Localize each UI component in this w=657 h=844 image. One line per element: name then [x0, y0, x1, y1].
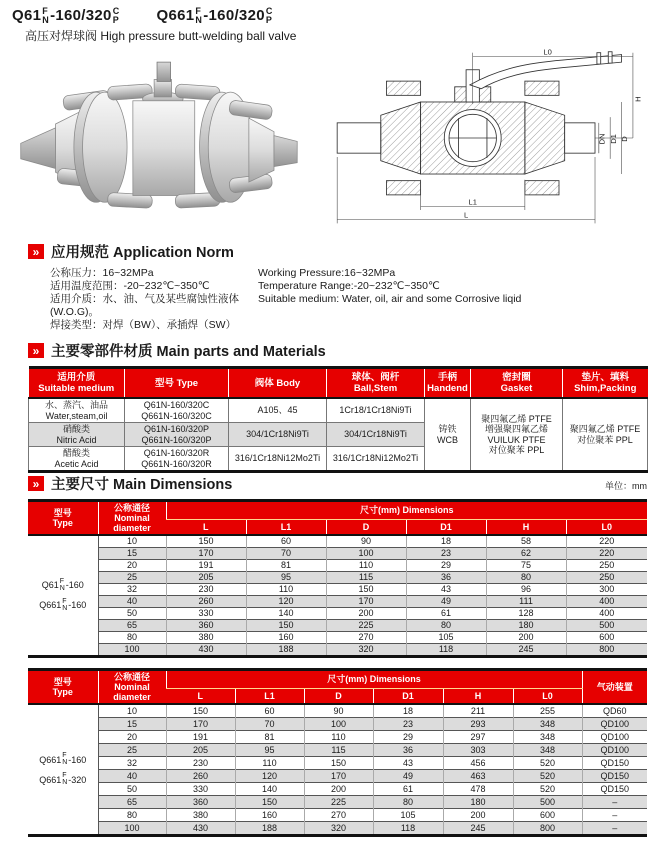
- dimension-cell: 463: [443, 770, 513, 783]
- type-cell: [28, 704, 98, 836]
- dimension-cell: 293: [443, 718, 513, 731]
- body-cell: A105、45: [229, 398, 327, 423]
- col-type: 型号 Type: [28, 670, 98, 705]
- dimension-cell: 360: [166, 796, 235, 809]
- ball-stem-cell: 304/1Cr18Ni9Ti: [327, 423, 425, 447]
- col-pneumatic-device: 气动装置: [582, 670, 647, 705]
- dimension-cell: 520: [513, 783, 582, 796]
- spec-line: Temperature Range:-20~232℃~350℃: [258, 280, 440, 292]
- dimension-cell: 400: [566, 596, 647, 608]
- dimension-cell: 80: [406, 620, 486, 632]
- superscript-subscript: F N: [195, 6, 203, 25]
- spec-line: 焊接类型：对焊（BW）、承插焊（SW）: [50, 319, 237, 331]
- medium-cell: 水、蒸汽、油品 Water,steam,oil: [29, 398, 125, 423]
- dimension-cell: 520: [513, 757, 582, 770]
- dim-row: [28, 596, 647, 608]
- page-title: 高压对焊球阀 High pressure butt-welding ball valve: [25, 29, 297, 43]
- model-designation: Q661 F N -320: [39, 772, 87, 786]
- dimension-cell: 128: [486, 608, 566, 620]
- dimension-cell: 245: [486, 644, 566, 657]
- dimension-cell: 260: [166, 770, 235, 783]
- dimension-cell: 348: [513, 744, 582, 757]
- gasket-cell: 聚四氟乙烯 PTFE 增强聚四氟乙烯 VUILUK PTFE 对位聚苯 PPL: [471, 398, 563, 472]
- dimension-cell: 200: [304, 783, 373, 796]
- superscript-subscript: F N: [62, 598, 68, 612]
- dim-row: [28, 783, 647, 796]
- col-D1: D1: [406, 519, 486, 535]
- superscript-subscript: C P: [265, 6, 273, 25]
- medium-cell: 硝酸类 Nitric Acid: [29, 423, 125, 447]
- materials-column-header: 密封圈 Gasket: [471, 368, 563, 399]
- materials-column-header: 适用介质 Suitable medium: [29, 368, 125, 399]
- dimension-cell: 478: [443, 783, 513, 796]
- nominal-diameter-cell: 65: [98, 796, 166, 809]
- dimension-cell: 81: [235, 731, 304, 744]
- type-cell: Q61N-160/320R Q661N-160/320R: [125, 447, 229, 472]
- dim-row: [28, 535, 647, 548]
- dimension-cell: 90: [304, 704, 373, 718]
- dimension-cell: 230: [166, 757, 235, 770]
- dimension-cell: 380: [166, 809, 235, 822]
- materials-table: [28, 366, 648, 473]
- dim-label-l: L: [463, 210, 469, 220]
- ball-valve-section-drawing: [321, 47, 651, 229]
- type-cell: Q61N-160/320P Q661N-160/320P: [125, 423, 229, 447]
- dimension-cell: 520: [513, 770, 582, 783]
- dimension-cell: 348: [513, 718, 582, 731]
- dimension-cell: 18: [406, 535, 486, 548]
- dimension-cell: 300: [566, 584, 647, 596]
- dimension-cell: 170: [166, 718, 235, 731]
- dimension-cell: 270: [304, 809, 373, 822]
- dimension-cell: 150: [235, 796, 304, 809]
- dimension-cell: 180: [486, 620, 566, 632]
- nominal-diameter-cell: 25: [98, 572, 166, 584]
- dim-row: [28, 560, 647, 572]
- dimension-cell: 297: [443, 731, 513, 744]
- col-L: L: [166, 519, 246, 535]
- dimension-cell: 95: [246, 572, 326, 584]
- dimension-cell: 80: [486, 572, 566, 584]
- dimension-cell: 70: [235, 718, 304, 731]
- col-type: 型号 Type: [28, 501, 98, 536]
- dim-row: [28, 731, 647, 744]
- unit-label: 单位：mm: [605, 481, 647, 491]
- images-row: [0, 47, 657, 229]
- dimension-cell: 36: [373, 744, 443, 757]
- dimension-cell: 348: [513, 731, 582, 744]
- application-specs: [50, 267, 657, 332]
- dimension-cell: 110: [246, 584, 326, 596]
- dimension-cell: 430: [166, 644, 246, 657]
- dimension-cell: 330: [166, 608, 246, 620]
- ball-stem-cell: 1Cr18/1Cr18Ni9Ti: [327, 398, 425, 423]
- dimension-cell: QD100: [582, 731, 647, 744]
- dimensions-table-pneumatic: [28, 668, 647, 837]
- dim-row: [28, 704, 647, 718]
- dimension-cell: 105: [373, 809, 443, 822]
- valve-photo: [0, 47, 315, 229]
- model-designation-2: Q661 F N -160/320 C P: [156, 6, 273, 25]
- dim-row: [28, 644, 647, 657]
- dimension-cell: 200: [326, 608, 406, 620]
- type-cell: Q61N-160/320C Q661N-160/320C: [125, 398, 229, 423]
- valve-technical-drawing: [315, 47, 657, 229]
- col-H: H: [486, 519, 566, 535]
- nominal-diameter-cell: 40: [98, 596, 166, 608]
- dimension-cell: 61: [406, 608, 486, 620]
- dimensions-table-manual: [28, 499, 647, 658]
- dimension-cell: 330: [166, 783, 235, 796]
- body-cell: 304/1Cr18Ni9Ti: [229, 423, 327, 447]
- nominal-diameter-cell: 100: [98, 644, 166, 657]
- handle-cell: 铸铁 WCB: [425, 398, 471, 472]
- section-application-norm: [28, 241, 657, 262]
- materials-header-row: [29, 368, 648, 399]
- dimension-cell: 170: [304, 770, 373, 783]
- col-L0: L0: [566, 519, 647, 535]
- dimension-cell: 200: [443, 809, 513, 822]
- materials-column-header: 型号 Type: [125, 368, 229, 399]
- nominal-diameter-cell: 15: [98, 718, 166, 731]
- dimension-cell: 800: [513, 822, 582, 836]
- dim-label-dn: DN: [597, 133, 607, 145]
- nominal-diameter-cell: 80: [98, 809, 166, 822]
- dimension-cell: –: [582, 809, 647, 822]
- dim-row: [28, 632, 647, 644]
- application-specs-cn: [50, 267, 258, 332]
- dimension-cell: 188: [235, 822, 304, 836]
- nominal-diameter-cell: 50: [98, 783, 166, 796]
- dimension-cell: 150: [166, 535, 246, 548]
- materials-column-header: 球体、阀杆 Ball,Stem: [327, 368, 425, 399]
- nominal-diameter-cell: 50: [98, 608, 166, 620]
- model-designation-1: Q61 F N -160/320 C P: [12, 6, 120, 25]
- dimension-cell: 120: [246, 596, 326, 608]
- dimension-cell: 90: [326, 535, 406, 548]
- dim-row: [28, 809, 647, 822]
- dimension-cell: 600: [513, 809, 582, 822]
- dimension-cell: 220: [566, 548, 647, 560]
- dimension-cell: 400: [566, 608, 647, 620]
- dimension-cell: 118: [373, 822, 443, 836]
- double-chevron-icon: »: [28, 476, 44, 491]
- dimension-cell: 100: [326, 548, 406, 560]
- col-nominal-diameter: 公称通径 Nominal diameter: [98, 501, 166, 536]
- dimension-cell: 60: [246, 535, 326, 548]
- dim-row: [28, 757, 647, 770]
- col-D1: D1: [373, 688, 443, 704]
- dim-label-l0: L0: [543, 47, 552, 57]
- materials-column-header: 手柄 Handend: [425, 368, 471, 399]
- dimension-cell: 70: [246, 548, 326, 560]
- dimension-cell: 260: [166, 596, 246, 608]
- dim-label-h: H: [633, 96, 643, 102]
- dim-label-l1: L1: [468, 197, 477, 207]
- materials-row: [29, 398, 648, 423]
- dimension-cell: 105: [406, 632, 486, 644]
- dim-row: [28, 572, 647, 584]
- nominal-diameter-cell: 20: [98, 560, 166, 572]
- col-L: L: [166, 688, 235, 704]
- dimension-cell: 430: [166, 822, 235, 836]
- dimension-cell: QD100: [582, 718, 647, 731]
- dimension-cell: 49: [406, 596, 486, 608]
- dimension-cell: QD100: [582, 744, 647, 757]
- materials-column-header: 垫片、填料 Shim,Packing: [563, 368, 648, 399]
- dimension-cell: 320: [304, 822, 373, 836]
- dim-row: [28, 620, 647, 632]
- nominal-diameter-cell: 65: [98, 620, 166, 632]
- dimension-cell: 180: [443, 796, 513, 809]
- dimension-cell: 160: [235, 809, 304, 822]
- dimension-cell: 191: [166, 560, 246, 572]
- nominal-diameter-cell: 32: [98, 757, 166, 770]
- dimension-cell: 120: [235, 770, 304, 783]
- nominal-diameter-cell: 20: [98, 731, 166, 744]
- dim-row: [28, 822, 647, 836]
- dimension-cell: 150: [326, 584, 406, 596]
- dimension-cell: 95: [235, 744, 304, 757]
- dimension-cell: 110: [235, 757, 304, 770]
- model-designation: Q61 F N -160: [41, 578, 84, 592]
- dimension-cell: 80: [373, 796, 443, 809]
- dimension-cell: 60: [235, 704, 304, 718]
- dimension-cell: 118: [406, 644, 486, 657]
- dim-row: [28, 770, 647, 783]
- dimension-cell: 200: [486, 632, 566, 644]
- col-D: D: [304, 688, 373, 704]
- col-group-dimensions: 尺寸(mm) Dimensions: [166, 501, 647, 520]
- dimension-cell: 58: [486, 535, 566, 548]
- model-designation: Q661 F N -160: [39, 752, 87, 766]
- dimension-cell: 205: [166, 572, 246, 584]
- shim-packing-cell: 聚四氟乙烯 PTFE 对位聚苯 PPL: [563, 398, 648, 472]
- dimension-cell: 49: [373, 770, 443, 783]
- dim2-header-row-1: [28, 670, 647, 689]
- dim-row: [28, 718, 647, 731]
- dimension-cell: 211: [443, 704, 513, 718]
- dimension-cell: 81: [246, 560, 326, 572]
- dim-row: [28, 584, 647, 596]
- dim-row: [28, 608, 647, 620]
- nominal-diameter-cell: 10: [98, 535, 166, 548]
- dimension-cell: 18: [373, 704, 443, 718]
- dimension-cell: 245: [443, 822, 513, 836]
- dimension-cell: 61: [373, 783, 443, 796]
- dimension-cell: 500: [566, 620, 647, 632]
- dimension-cell: 250: [566, 560, 647, 572]
- dimension-cell: 140: [246, 608, 326, 620]
- dimension-cell: 75: [486, 560, 566, 572]
- ball-stem-cell: 316/1Cr18Ni12Mo2Ti: [327, 447, 425, 472]
- spec-line: 适用温度范围：-20~232℃~350℃: [50, 280, 210, 292]
- superscript-subscript: F N: [59, 578, 65, 592]
- dimension-cell: 600: [566, 632, 647, 644]
- dimension-cell: 255: [513, 704, 582, 718]
- superscript-subscript: C P: [112, 6, 120, 25]
- nominal-diameter-cell: 10: [98, 704, 166, 718]
- dimension-cell: 23: [406, 548, 486, 560]
- application-specs-en: [258, 267, 521, 332]
- dimension-cell: QD60: [582, 704, 647, 718]
- dimension-cell: 23: [373, 718, 443, 731]
- dimension-cell: –: [582, 822, 647, 836]
- dimension-cell: 225: [326, 620, 406, 632]
- double-chevron-icon: »: [28, 343, 44, 358]
- dimension-cell: 150: [304, 757, 373, 770]
- col-L0: L0: [513, 688, 582, 704]
- dimension-cell: 500: [513, 796, 582, 809]
- superscript-subscript: F N: [62, 772, 68, 786]
- dimension-cell: 29: [373, 731, 443, 744]
- nominal-diameter-cell: 100: [98, 822, 166, 836]
- spec-line: Working Pressure:16~32MPa: [258, 267, 396, 279]
- dimension-cell: 62: [486, 548, 566, 560]
- dimension-cell: QD150: [582, 783, 647, 796]
- dimension-cell: 115: [304, 744, 373, 757]
- dimension-cell: 220: [566, 535, 647, 548]
- dimension-cell: 230: [166, 584, 246, 596]
- dimension-cell: 360: [166, 620, 246, 632]
- type-cell: [28, 535, 98, 657]
- col-group-dimensions: 尺寸(mm) Dimensions: [166, 670, 582, 689]
- dimension-cell: 96: [486, 584, 566, 596]
- superscript-subscript: F N: [42, 6, 50, 25]
- dimension-cell: 800: [566, 644, 647, 657]
- model-designation: Q661 F N -160: [39, 598, 87, 612]
- section-title-materials: 主要零部件材质 Main parts and Materials: [51, 344, 326, 360]
- dimension-cell: 303: [443, 744, 513, 757]
- superscript-subscript: F N: [62, 752, 68, 766]
- dimension-cell: 170: [166, 548, 246, 560]
- dim-label-d: D: [620, 136, 630, 142]
- dimension-cell: 110: [326, 560, 406, 572]
- section-title-dimensions: 主要尺寸 Main Dimensions: [51, 477, 233, 493]
- col-L1: L1: [246, 519, 326, 535]
- nominal-diameter-cell: 25: [98, 744, 166, 757]
- col-H: H: [443, 688, 513, 704]
- section-title-application: 应用规范 Application Norm: [51, 245, 234, 261]
- medium-cell: 醋酸类 Acetic Acid: [29, 447, 125, 472]
- dimension-cell: 170: [326, 596, 406, 608]
- double-chevron-icon: »: [28, 244, 44, 259]
- dimension-cell: 270: [326, 632, 406, 644]
- dimension-cell: 456: [443, 757, 513, 770]
- dimension-cell: 100: [304, 718, 373, 731]
- dimension-cell: QD150: [582, 757, 647, 770]
- section-dimensions: [28, 473, 232, 494]
- dimension-cell: 43: [373, 757, 443, 770]
- dim-row: [28, 744, 647, 757]
- materials-column-header: 阀体 Body: [229, 368, 327, 399]
- spec-line: 公称压力：16~32MPa: [50, 267, 154, 279]
- dimension-cell: 320: [326, 644, 406, 657]
- ball-valve-photo-illustration: [13, 48, 303, 228]
- dimension-cell: 115: [326, 572, 406, 584]
- col-D: D: [326, 519, 406, 535]
- dimension-cell: 36: [406, 572, 486, 584]
- section-materials: [28, 340, 657, 361]
- dim-label-d1: D1: [608, 134, 618, 144]
- dimension-cell: 29: [406, 560, 486, 572]
- dim-row: [28, 548, 647, 560]
- dimension-cell: 191: [166, 731, 235, 744]
- nominal-diameter-cell: 32: [98, 584, 166, 596]
- model-line: [12, 7, 657, 24]
- dimension-cell: 380: [166, 632, 246, 644]
- dim1-header-row-1: [28, 501, 647, 520]
- nominal-diameter-cell: 40: [98, 770, 166, 783]
- col-nominal-diameter: 公称通径 Nominal diameter: [98, 670, 166, 705]
- dimensions-heading-row: [0, 473, 647, 494]
- dimension-cell: 160: [246, 632, 326, 644]
- body-cell: 316/1Cr18Ni12Mo2Ti: [229, 447, 327, 472]
- dimension-cell: 188: [246, 644, 326, 657]
- spec-line: 适用介质：水、油、气及某些腐蚀性液体(W.O.G)。: [50, 293, 239, 318]
- dimension-cell: QD150: [582, 770, 647, 783]
- dim-row: [28, 796, 647, 809]
- dimension-cell: 225: [304, 796, 373, 809]
- dimension-cell: 250: [566, 572, 647, 584]
- dimension-cell: 150: [246, 620, 326, 632]
- nominal-diameter-cell: 15: [98, 548, 166, 560]
- nominal-diameter-cell: 80: [98, 632, 166, 644]
- dimension-cell: –: [582, 796, 647, 809]
- title-block: [0, 0, 657, 44]
- dimension-cell: 150: [166, 704, 235, 718]
- spec-line: Suitable medium: Water, oil, air and some Corrosive liqid: [258, 293, 522, 305]
- dimension-cell: 111: [486, 596, 566, 608]
- dimension-cell: 110: [304, 731, 373, 744]
- col-L1: L1: [235, 688, 304, 704]
- dimension-cell: 205: [166, 744, 235, 757]
- dimension-cell: 43: [406, 584, 486, 596]
- dimension-cell: 140: [235, 783, 304, 796]
